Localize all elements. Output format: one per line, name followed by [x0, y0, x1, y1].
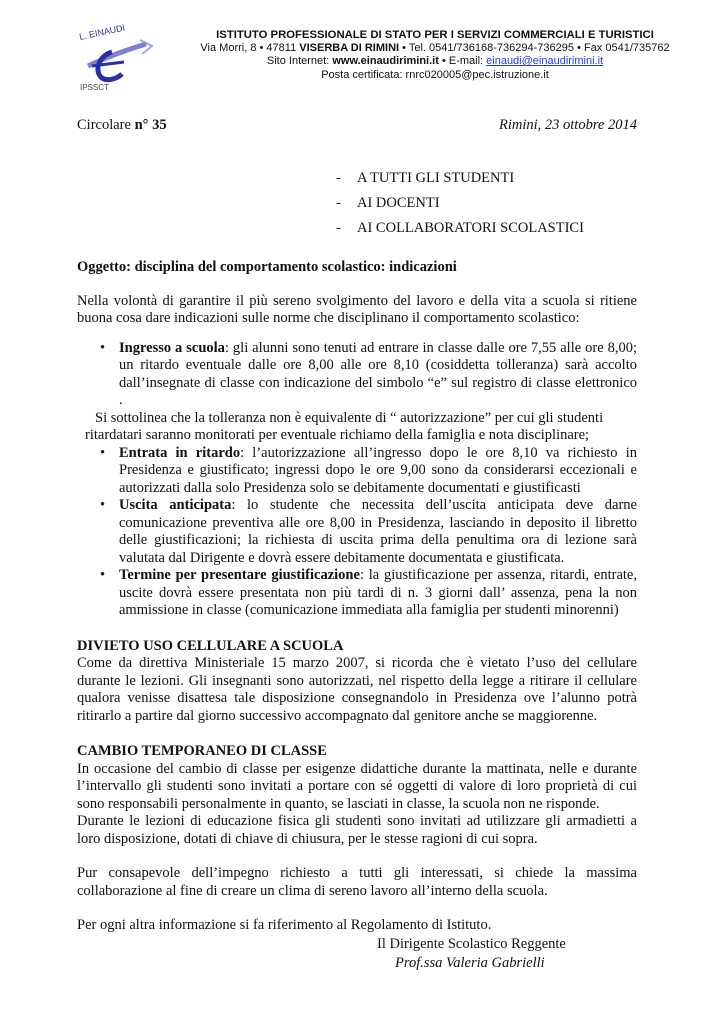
logo-icon	[68, 24, 158, 94]
email-link[interactable]: einaudi@einaudirimini.it	[486, 55, 604, 68]
bullet-icon: •	[100, 339, 106, 356]
institute-name: ISTITUTO PROFESSIONALE DI STATO PER I SERVIZI COMMERCIALI E TURISTICI	[216, 29, 654, 41]
school-logo	[68, 24, 158, 94]
institute-pec: Posta certificata: rnrc020005@pec.istruzione.it	[321, 68, 549, 81]
bullet-icon: •	[100, 444, 106, 461]
logo-text-top: L. EINAUDI	[78, 24, 126, 42]
subject-line: Oggetto: disciplina del comportamento scolastico: indicazioni	[77, 259, 457, 275]
tolerance-note: Si sottolinea che la tolleranza non è equivalente di “ autorizzazione” per cui gli studenti ritardatari saranno monitorati per eventuale richiamo della famiglia e nota disciplinare;	[85, 409, 604, 443]
rule-item: • Termine per presentare giustificazione: la giustificazione per assenza, ritardi, entrate, uscite dovrà essere presentata non più tardi di n. 3 giorni dall’ assenza, pena la non ammissione in classe (comunicazione immediata alla famiglia per studenti minorenni)	[100, 567, 637, 618]
bullet-icon: •	[100, 567, 106, 583]
institute-address: Via Morri, 8 • 47811 VISERBA DI RIMINI • Tel. 0541/736168-736294-736295 • Fax 0541/735762	[200, 42, 670, 55]
signature-name: Prof.ssa Valeria Gabrielli	[395, 955, 545, 971]
closing-paragraph: Pur consapevole dell’impegno richiesto a tutti gli interessati, si chiede la massima collaborazione al fine di creare un clima di sereno lavoro all’interno della scuola.	[77, 865, 637, 899]
recipient-item: - A TUTTI GLI STUDENTI	[336, 170, 515, 186]
intro-paragraph: Nella volontà di garantire il più sereno svolgimento del lavoro e della vita a scuola si ritiene buona cosa dare indicazioni sulle norme che disciplinano il comportamento scolastico:	[77, 292, 637, 326]
rule-item: • Uscita anticipata: lo studente che necessita dell’uscita anticipata deve darne comunicazione preventiva alle ore 8,00 in Presidenza, lasciando in deposito il libretto delle giustificazioni; la richiesta di uscita prima della penultima ora di lezione sarà valutata dal Dirigente e dovrà essere debitamente documentata e giustificata.	[100, 497, 637, 566]
reference-paragraph: Per ogni altra informazione si fa riferimento al Regolamento di Istituto.	[77, 917, 492, 933]
circular-label: Circolare	[77, 117, 135, 133]
section-paragraph: Durante le lezioni di educazione fisica gli studenti sono invitati ad utilizzare gli armadietti a loro disposizione, dotati di chiave di chiusura, per le stesse ragioni di cui sopra.	[77, 813, 637, 847]
institute-contacts: Sito Internet: www.einaudirimini.it • E-mail: einaudi@einaudirimini.it	[266, 55, 604, 68]
circular-date: Rimini, 23 ottobre 2014	[498, 117, 637, 133]
recipient-item: - AI COLLABORATORI SCOLASTICI	[336, 220, 584, 236]
section-paragraph: Come da direttiva Ministeriale 15 marzo 2007, si ricorda che è vietato l’uso del cellulare durante le lezioni. Gli insegnanti sono autorizzati, nel rispetto della legge a ritirare il cellulare qualora venisse disattesa tale disposizione consegnandolo in Presidenza ove l’alunno potrà ritirarlo a partire dal giorno successivo accompagnato dal genitore anche se maggiorenne.	[77, 655, 637, 724]
letter-body	[77, 259, 637, 935]
rule-item: • Entrata in ritardo: l’autorizzazione all’ingresso dopo le ore 8,10 va richiesto in Presidenza e giustificato; ingressi dopo le ore 9,00 sono da considerarsi eccezionali e autorizzati dalla solo Presidenza solo se debitamente documentati e giustificasti	[100, 444, 638, 496]
recipient-item: - AI DOCENTI	[336, 195, 440, 211]
section-paragraph: In occasione del cambio di classe per esigenze didattiche durante la mattinata, nelle e durante l’intervallo gli studenti sono invitati a portare con sé oggetti di valore di loro proprietà di cui sono responsabili personalmente in quanto, se lasciati in classe, la scuola non ne risponde.	[77, 760, 637, 812]
logo-text-bottom: IPSSCT	[80, 83, 109, 92]
rule-item: • Ingresso a scuola: gli alunni sono tenuti ad entrare in classe dalle ore 7,55 alle ore 8,00; un ritardo eventuale dalle ore 8,00 alle ore 8,10 (cosiddetta tolleranza) sarà accolto dall’insegnate di classe con indicazione del simbolo “e” sul registro di classe elettronico .	[100, 339, 637, 408]
address-city: VISERBA DI RIMINI	[299, 42, 400, 55]
section-title-class-change: CAMBIO TEMPORANEO DI CLASSE	[77, 743, 327, 759]
circular-header	[77, 117, 637, 134]
letterhead	[0, 0, 725, 100]
recipients-list	[336, 166, 584, 241]
signature-role: Il Dirigente Scolastico Reggente	[377, 936, 566, 952]
circular-number: n° 35	[134, 117, 167, 133]
rules-list	[77, 340, 637, 620]
section-title-phone-ban: DIVIETO USO CELLULARE A SCUOLA	[77, 637, 344, 654]
institute-info	[150, 29, 720, 82]
signature-block	[377, 935, 566, 973]
bullet-icon: •	[100, 497, 106, 513]
website-link[interactable]: www.einaudirimini.it	[332, 55, 439, 68]
